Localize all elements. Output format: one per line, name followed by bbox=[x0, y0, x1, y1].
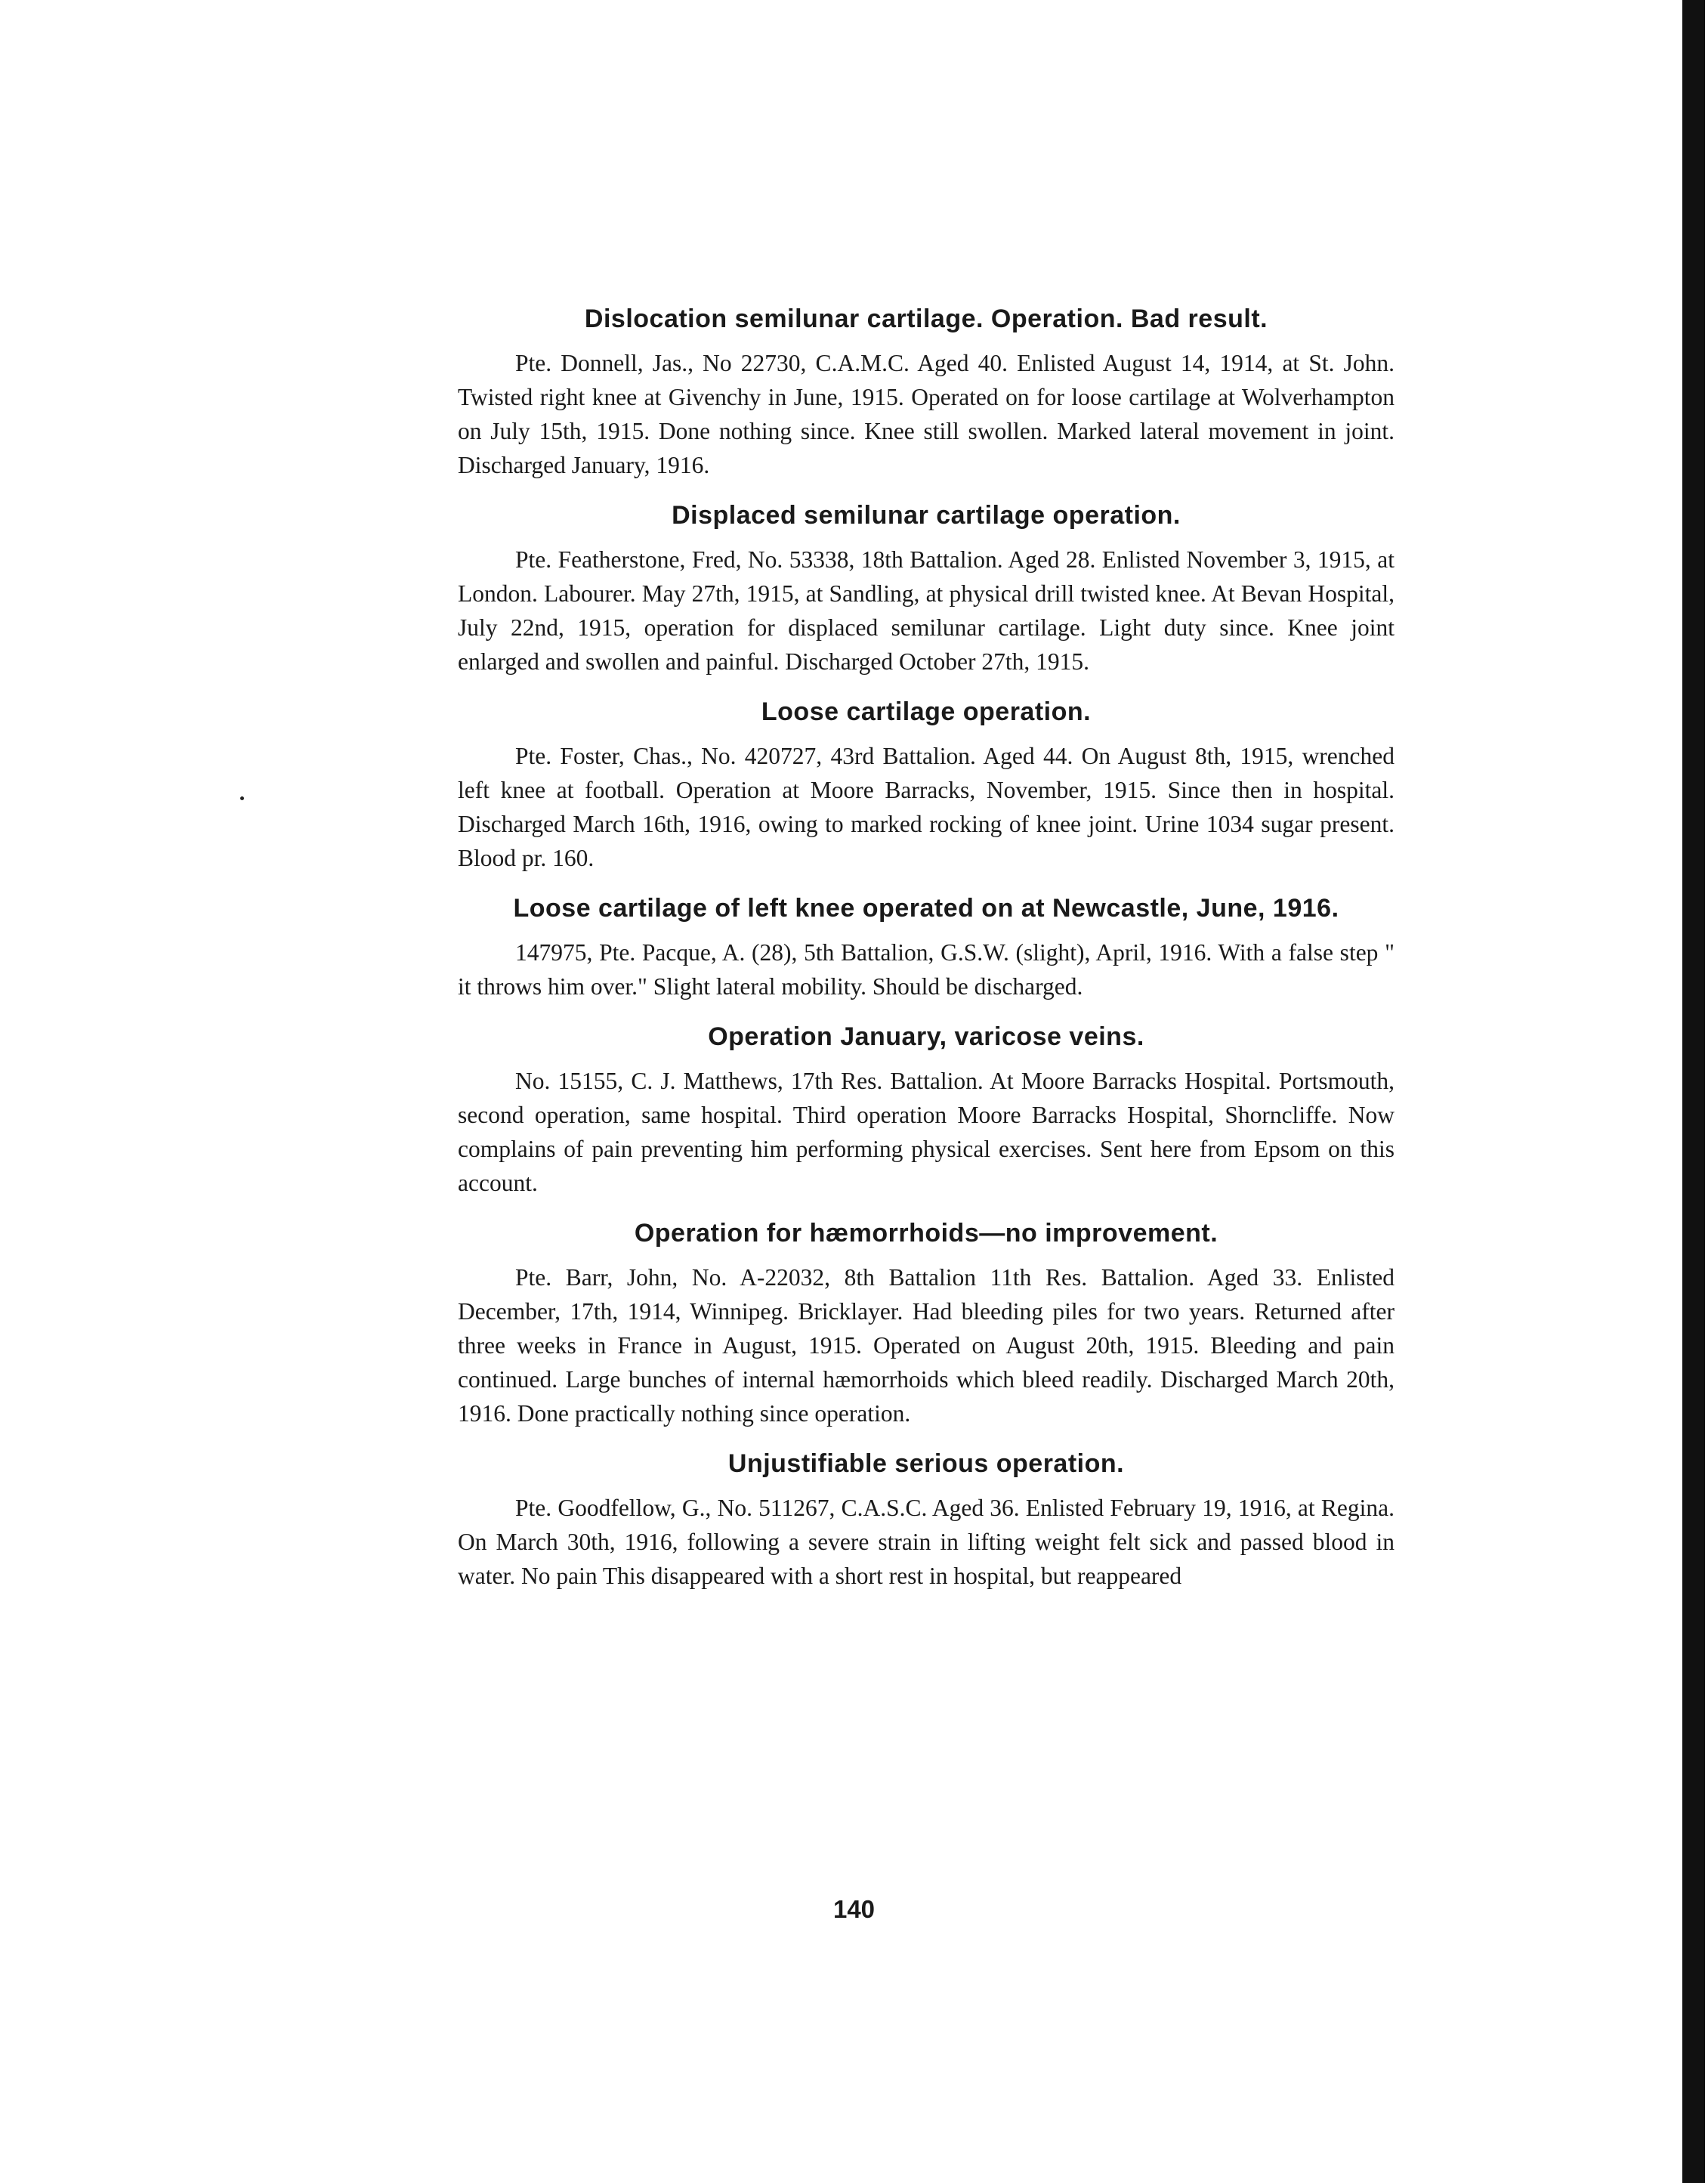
scan-speck bbox=[240, 796, 244, 800]
case-entry: Pte. Featherstone, Fred, No. 53338, 18th Battalion. Aged 28. Enlisted November 3, 1915, at London. Labourer. May 27th, 1915, at Sandling, at physical drill twisted knee. At Bevan Hospital, July 22nd, 1915, operation for displaced semilunar cartilage. Light duty since. Knee joint enlarged and swollen and painful. Discharged October 27th, 1915. bbox=[458, 546, 1395, 675]
case-entry: Pte. Goodfellow, G., No. 511267, C.A.S.C. Aged 36. Enlisted February 19, 1916, at Regina. On March 30th, 1916, following a severe strain in lifting weight felt sick and passed blood in water. No pain This disappeared with a short rest in hospital, but reappeared bbox=[458, 1495, 1395, 1589]
section-heading: Loose cartilage of left knee operated on at Newcastle, June, 1916. bbox=[513, 894, 1339, 923]
section-heading: Displaced semilunar cartilage operation. bbox=[672, 501, 1181, 530]
section-heading: Operation January, varicose veins. bbox=[708, 1022, 1144, 1051]
section-heading: Dislocation semilunar cartilage. Operation. Bad result. bbox=[584, 305, 1268, 333]
case-entry: No. 15155, C. J. Matthews, 17th Res. Battalion. At Moore Barracks Hospital. Portsmouth, second operation, same hospital. Third operation Moore Barracks Hospital, Shorncliffe. Now complains of pain preventing him performing physical exercises. Sent here from Epsom on this account. bbox=[458, 1068, 1395, 1196]
section-heading: Operation for hæmorrhoids—no improvement. bbox=[634, 1219, 1218, 1248]
section-heading: Loose cartilage operation. bbox=[761, 697, 1092, 726]
page-body bbox=[458, 302, 1395, 1609]
page-number: 140 bbox=[832, 1895, 876, 1923]
case-entry: Pte. Foster, Chas., No. 420727, 43rd Battalion. Aged 44. On August 8th, 1915, wrenched left knee at football. Operation at Moore Barracks, November, 1915. Since then in hospital. Discharged March 16th, 1916, owing to marked rocking of knee joint. Urine 1034 sugar present. Blood pr. 160. bbox=[458, 743, 1395, 871]
case-entry: 147975, Pte. Pacque, A. (28), 5th Battalion, G.S.W. (slight), April, 1916. With a false step " it throws him over." Slight lateral mobility. Should be discharged. bbox=[458, 939, 1395, 1000]
section-heading: Unjustifiable serious operation. bbox=[727, 1449, 1125, 1478]
case-entry: Pte. Barr, John, No. A-22032, 8th Battalion 11th Res. Battalion. Aged 33. Enlisted December, 17th, 1914, Winnipeg. Bricklayer. Had bleeding piles for two years. Returned after three weeks in France in August, 1915. Operated on August 20th, 1915. Bleeding and pain continued. Large bunches of internal hæmorrhoids which bleed readily. Discharged March 20th, 1916. Done practically nothing since operation. bbox=[458, 1264, 1395, 1427]
case-entry: Pte. Donnell, Jas., No 22730, C.A.M.C. Aged 40. Enlisted August 14, 1914, at St. John. Twisted right knee at Givenchy in June, 1915. Operated on for loose cartilage at Wolverhampton on July 15th, 1915. Done nothing since. Knee still swollen. Marked lateral movement in joint. Discharged January, 1916. bbox=[458, 350, 1395, 478]
scan-edge-bar bbox=[1682, 0, 1705, 2183]
